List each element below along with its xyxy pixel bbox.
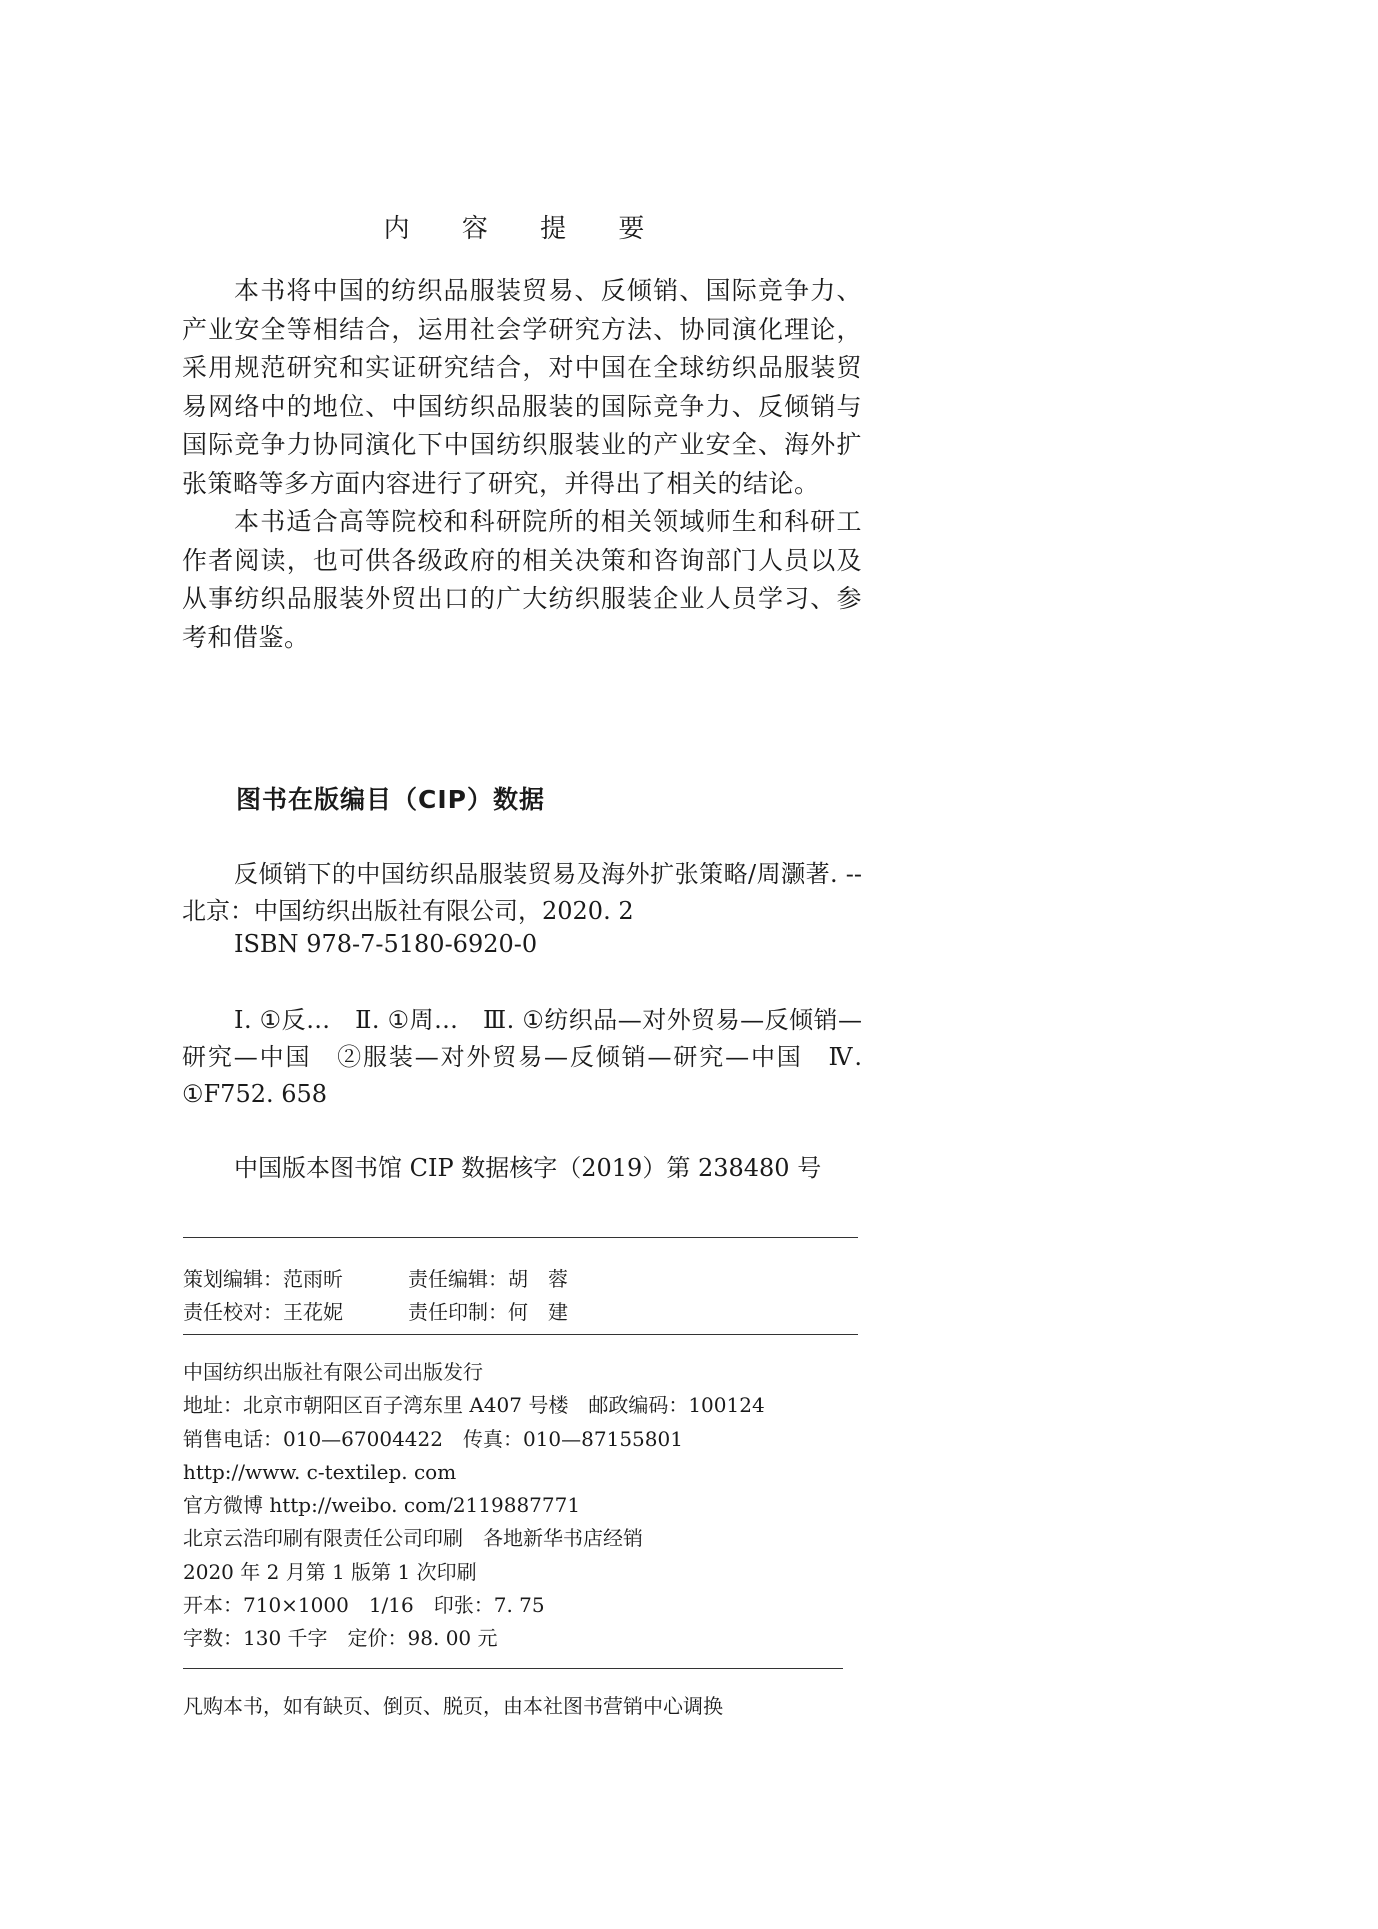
publisher-info [183,1356,765,1656]
summary-paragraph-2: 本书适合高等院校和科研院所的相关领域师生和科研工作者阅读，也可供各级政府的相关决策和咨询部门人员以及从事纺织品服装外贸出口的广大纺织服装企业人员学习、参考和借鉴。 [182,507,862,652]
cip-isbn: ISBN 978-7-5180-6920-0 [234,930,538,958]
proofreader: 责任校对：王花妮 [183,1300,343,1324]
summary-body [182,272,862,657]
format-line: 开本：710×1000 1/16 印张：7. 75 [183,1593,545,1618]
defect-notice: 凡购本书，如有缺页、倒页、脱页，由本社图书营销中心调换 [183,1694,723,1718]
publisher-line: 中国纺织出版社有限公司出版发行 [183,1360,483,1384]
summary-paragraph-1: 本书将中国的纺织品服装贸易、反倾销、国际竞争力、产业安全等相结合，运用社会学研究方法、协同演化理论，采用规范研究和实证研究结合，对中国在全球纺织品服装贸易网络中的地位、中国纺织品服装的国际竞争力、反倾销与国际竞争力协同演化下中国纺织服装业的产业安全、海外扩张策略等多方面内容进行了研究，并得出了相关的结论。 [182,276,862,498]
divider [183,1237,858,1238]
cip-heading: 图书在版编目（CIP）数据 [236,785,545,814]
publisher-phone: 销售电话：010—67004422 传真：010—87155801 [183,1426,683,1451]
cip-classification [182,1002,862,1113]
responsible-editor: 责任编辑：胡 蓉 [408,1267,568,1291]
divider [183,1334,858,1335]
divider [183,1668,843,1669]
publisher-website: http://www. c-textilep. com [183,1459,457,1484]
edition-line: 2020 年 2 月第 1 版第 1 次印刷 [183,1559,477,1584]
cip-bibliographic-text: 反倾销下的中国纺织品服装贸易及海外扩张策略/周灏著. --北京：中国纺织出版社有限公司，2020. 2 [182,860,862,925]
publisher-address: 地址：北京市朝阳区百子湾东里 A407 号楼 邮政编码：100124 [183,1393,765,1418]
print-manager: 责任印制：何 建 [408,1300,568,1324]
publisher-weibo: 官方微博 http://weibo. com/2119887771 [183,1493,581,1518]
planning-editor: 策划编辑：范雨昕 [183,1267,343,1291]
cip-classification-text: Ⅰ. ①反… Ⅱ. ①周… Ⅲ. ①纺织品—对外贸易—反倾销—研究—中国 ②服装—对外贸易—反倾销—研究—中国 Ⅳ. ①F752. 658 [182,1006,862,1108]
price-line: 字数：130 千字 定价：98. 00 元 [183,1626,498,1651]
printer-line: 北京云浩印刷有限责任公司印刷 各地新华书店经销 [183,1526,643,1551]
cip-record-number: 中国版本图书馆 CIP 数据核字（2019）第 238480 号 [234,1154,822,1182]
staff-credits [183,1263,568,1329]
summary-title: 内 容 提 要 [383,214,667,244]
cip-bibliographic-entry [182,856,862,930]
